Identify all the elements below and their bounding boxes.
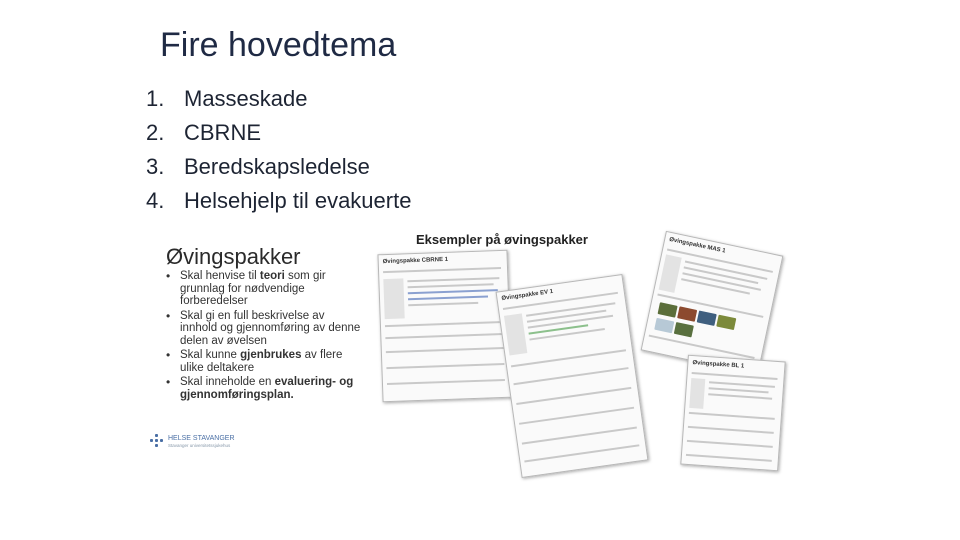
panel-bullet bbox=[164, 349, 364, 374]
topic-text: CBRNE bbox=[184, 120, 262, 145]
document-thumbnail bbox=[496, 274, 649, 478]
bullet-text: som gir grunnlag for nødvendige forberedelser bbox=[180, 270, 326, 307]
helse-stavanger-logo bbox=[150, 434, 235, 448]
panel-title: Øvingspakker bbox=[166, 244, 301, 269]
bullet-bold-text: teori bbox=[259, 270, 285, 282]
document-header: Øvingspakke MAS 1 bbox=[668, 236, 726, 255]
logo-name: HELSE STAVANGER bbox=[168, 434, 235, 442]
photo-thumbnail bbox=[677, 306, 697, 321]
panel-bullet-list bbox=[164, 270, 364, 403]
logo-mark-icon bbox=[150, 434, 164, 448]
topic-text: Helsehjelp til evakuerte bbox=[184, 188, 412, 213]
photo-thumbnail bbox=[674, 322, 694, 337]
topic-item bbox=[146, 116, 411, 150]
topic-text: Beredskapsledelse bbox=[184, 154, 370, 179]
document-thumbnail bbox=[641, 231, 784, 375]
topic-list bbox=[146, 82, 411, 218]
bullet-text: av flere ulike deltakere bbox=[180, 349, 343, 374]
panel-bullet bbox=[164, 310, 364, 348]
slide-title: Fire hovedtema bbox=[160, 26, 397, 64]
example-documents-collage bbox=[372, 224, 792, 474]
document-header: Øvingspakke BL 1 bbox=[692, 360, 745, 370]
topic-item bbox=[146, 184, 411, 218]
topic-item bbox=[146, 150, 411, 184]
photo-thumbnail bbox=[697, 310, 717, 325]
logo-subtitle: Stavanger universitetssjukehus bbox=[168, 442, 231, 448]
panel-bullet bbox=[164, 376, 364, 401]
panel-bullet bbox=[164, 270, 364, 308]
photo-thumbnail bbox=[654, 318, 674, 333]
document-header: Øvingspakke CBRNE 1 bbox=[382, 256, 449, 266]
ovingspakker-panel bbox=[150, 236, 365, 460]
collage-title: Eksempler på øvingspakker bbox=[416, 232, 588, 247]
topic-number: 1. bbox=[146, 86, 165, 111]
topic-text: Masseskade bbox=[184, 86, 308, 111]
bullet-text: Skal henvise til bbox=[180, 270, 260, 282]
topic-item bbox=[146, 82, 411, 116]
bullet-bold-text: gjenbrukes bbox=[240, 349, 302, 361]
bullet-text: Skal inneholde en bbox=[180, 376, 275, 388]
photo-thumbnail bbox=[716, 315, 736, 330]
document-thumbnail bbox=[680, 355, 785, 472]
document-thumbnail bbox=[377, 250, 512, 402]
bullet-bold-text: evaluering- og gjennomføringsplan. bbox=[180, 376, 354, 401]
photo-thumbnail bbox=[658, 302, 678, 317]
topic-number: 4. bbox=[146, 188, 165, 213]
topic-number: 2. bbox=[146, 120, 165, 145]
bullet-text: Skal gi en full beskrivelse av innhold og gjennomføring av denne delen av øvelsen bbox=[180, 309, 361, 347]
bullet-text: Skal kunne bbox=[180, 349, 241, 361]
topic-number: 3. bbox=[146, 154, 165, 179]
document-header: Øvingspakke EV 1 bbox=[501, 288, 554, 303]
